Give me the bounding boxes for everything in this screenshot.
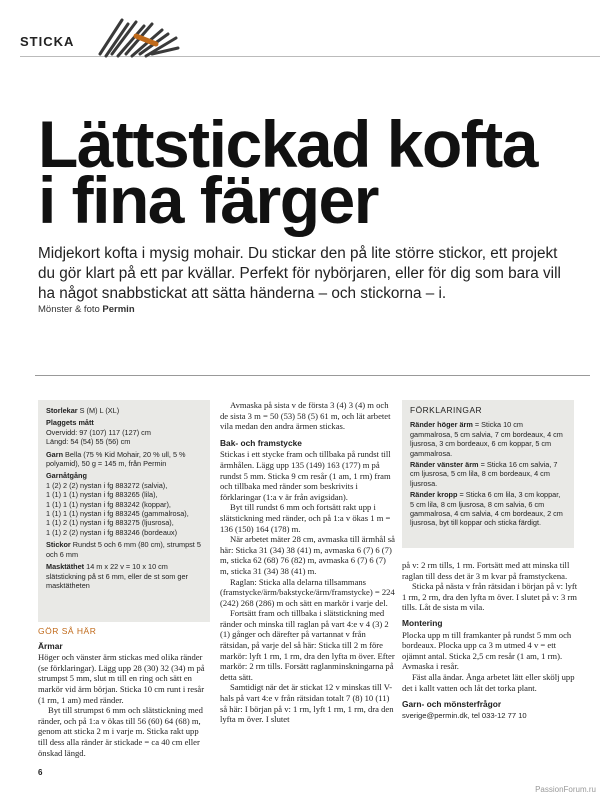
credit-line: [38, 304, 135, 315]
col2-paragraph-3: När arbetet mäter 28 cm, avmaska till ärmhål så här: Sticka 31 (34) 38 (41) m, avmaska 6 (7) 6 (7) m, sticka 62 (68) 76 (82) m, avmaska 6 (7) 6 (7) m, sticka 31 (34) 38 (41) m.: [220, 534, 395, 576]
forklaringar-title: FÖRKLARINGAR: [410, 405, 483, 415]
rander-vanster-label: Ränder vänster ärm: [410, 460, 479, 470]
col2-paragraph-1: Stickas i ett stycke fram och tillbaka på rundst till ärmhålen. Lägg upp 135 (149) 163 (177) m på rundst 5 mm. Sticka 9 cm resår (1 am, 1 rm) fram och tillbaka med ränder som beskrivits i förklaringar (1:a v är från avigsidan).: [220, 449, 391, 502]
instructions-subhead: GÖR SÅ HÄR: [38, 626, 97, 636]
armar-heading: Ärmar: [38, 640, 63, 651]
col3-paragraph-4: Fäst alla ändar. Ånga arbetet lätt eller skölj upp det i kallt vatten och låt det torka plant.: [402, 671, 575, 693]
matt-overvidd: Overvidd: 97 (107) 117 (127) cm: [46, 427, 151, 437]
credit-label: Mönster & foto: [38, 304, 103, 315]
armar-paragraph-1: Höger och vänster ärm stickas med olika ränder (se förklaringar). Lägg upp 28 (30) 32 (34) m på strumpst 5 mm, slut m till en ring och sätt en markör vid ärm början. Sticka 10 cm runt i resår (1 rm, 1 am) med ränder.: [38, 652, 205, 705]
contact-info[interactable]: sverige@permin.dk, tel 033-12 77 10: [402, 710, 527, 720]
col3-paragraph-1: på v: 2 rm tills, 1 rm. Fortsätt med att minska till raglan till dess det är 3 m kvar på framstyckena.: [402, 560, 570, 581]
garnatgang-label: Garnåtgång: [46, 471, 87, 481]
fragor-heading: Garn- och mönsterfrågor: [402, 699, 502, 710]
col2-paragraph-5: Fortsätt fram och tillbaka i slätstickning med ränder och minska till raglan på vart 4:e v 4 (3) 2 (1) gånger och därefter på vartannat v från rätsidan, på varje del så här: Sticka till 2 m före markör: lyft 1 rm, 1 rm, dra den lyfta m över. Efter markör: 2 rm tills. Forsätt raglanminskningarna på detta sätt.: [220, 608, 395, 682]
specs-box: [38, 400, 210, 622]
page-title: [38, 107, 537, 237]
col2-paragraph-0: Avmaska på sista v de första 3 (4) 3 (4) m och de sista 3 m = 50 (53) 58 (5) 61 m, och lät arbetet vila medan den andra ärmen stickas.: [220, 400, 391, 432]
rander-hoger-label: Ränder höger ärm: [410, 420, 473, 430]
storlekar-value: S (M) L (XL): [77, 406, 120, 415]
col2-paragraph-4: Raglan: Sticka alla delarna tillsammans (framstycke/ärm/bakstycke/ärm/framstycke) = 224 (242) 268 (286) m och sätt en markör i varje del.: [220, 576, 395, 608]
montering-heading: Montering: [402, 617, 443, 628]
column-2: [220, 400, 395, 725]
bak-fram-heading: Bak- och framstycke: [220, 437, 302, 448]
garn-value: Bella (75 % Kid Mohair, 20 % ull, 5 % polyamid), 50 g = 145 m, från Permin: [46, 449, 186, 469]
watermark: PassionForum.ru: [535, 785, 596, 794]
stickor-value: Rundst 5 och 6 mm (80 cm), strumpst 5 och 6 mm: [46, 540, 201, 559]
rander-hoger-value: = Sticka 10 cm gammalrosa, 5 cm salvia, 7 cm bordeaux, 4 cm ljusrosa, 3 cm bordeaux, 6 cm koppar, 5 cm gammalrosa.: [410, 420, 563, 458]
garnatgang-item: 1 (1) 1 (1) nystan i fg 883265 (lila),: [46, 490, 158, 500]
intro-paragraph: Midjekort kofta i mysig mohair. Du stickar den på lite större stickor, ett projekt du gör klart på ett par kvällar. Perfekt för nybörjaren, eller för dig som bara vill ha något snabbstickat att sätta händerna – och stickorna – i.: [38, 245, 561, 302]
column-1: [38, 612, 210, 758]
stickor-label: Stickor: [46, 540, 71, 550]
garnatgang-item: 1 (1) 1 (1) nystan i fg 883245 (gammalrosa),: [46, 509, 189, 519]
masktathet-value: 14 m x 22 v = 10 x 10 cm slätstickning på st 6 mm, eller de st som ger masktätheten: [46, 562, 188, 590]
matt-label: Plaggets mått: [46, 418, 94, 428]
armar-paragraph-2: Byt till strumpst 6 mm och slätstickning med ränder, och på 1:a v ökas till 56 (60) 64 (68) m, genom att sticka 2 m i varje m. Sticka rakt upp till dess alla ränder är stickade = ca 40 cm eller önskad längd.: [38, 705, 203, 758]
col2-paragraph-6: Samtidigt när det är stickat 12 v minskas till V-hals på vart 4:e v från rätsidan totalt 7 (8) 10 (11) så här: I början på v: 1 rm, lyft 1 rm, 1 rm, dra den lyfta m över. I slutet: [220, 682, 394, 725]
title-line-2: i fina färger: [38, 163, 378, 237]
matt-langd: Längd: 54 (54) 55 (56) cm: [46, 437, 131, 447]
garnatgang-item: 1 (2) 2 (2) nystan i fg 883272 (salvia),: [46, 480, 168, 490]
rander-vanster-value: = Sticka 16 cm salvia, 7 cm ljusrosa, 5 cm lila, 8 cm bordeaux, 4 cm ljusrosa.: [410, 460, 558, 488]
storlekar-label: Storlekar: [46, 406, 78, 415]
col3-paragraph-2: Sticka på nästa v från rätsidan i början på v: lyft 1 rm, 2 rm, dra den lyfta m över. I slutet på v: 3 rm tills. Låt de sista m vila.: [402, 581, 578, 613]
section-tab: STICKA: [20, 34, 75, 49]
masktathet-label: Masktäthet: [46, 562, 85, 572]
title-line-1: Lättstickad kofta: [38, 107, 537, 181]
section-divider: [35, 375, 590, 376]
col2-paragraph-2: Byt till rundst 6 mm och fortsätt rakt upp i slätstickning med ränder, och på 1:a v ökas 1 m = 136 (150) 164 (178) m.: [220, 502, 391, 534]
garnatgang-item: 1 (1) 2 (1) nystan i fg 883275 (ljusrosa),: [46, 518, 174, 528]
yarn-illustration: [92, 14, 182, 60]
garnatgang-item: 1 (1) 1 (1) nystan i fg 883242 (koppar),: [46, 499, 171, 509]
column-3: [402, 560, 580, 721]
col3-paragraph-3: Plocka upp m till framkanter på rundst 5 mm och bordeaux. Plocka upp ca 3 m utmed 4 v = ett ojämnt antal. Sticka 2,5 cm resår (1 am, 1 rm). Avmaska i resår.: [402, 629, 572, 672]
page-number: 6: [38, 768, 43, 777]
forklaringar-box: [402, 400, 574, 548]
credit-name: Permin: [102, 304, 135, 315]
rander-kropp-label: Ränder kropp: [410, 490, 458, 500]
garn-label: Garn: [46, 449, 64, 459]
garnatgang-item: 1 (1) 2 (2) nystan i fg 883246 (bordeaux): [46, 527, 178, 537]
rander-kropp-value: = Sticka 6 cm lila, 3 cm koppar, 5 cm lila, 8 cm ljusrosa, 8 cm salvia, 6 cm gammalrosa, 4 cm salvia, 4 cm bordeaux, 2 cm ljusrosa, byt till koppar och sticka färdigt.: [410, 490, 563, 528]
